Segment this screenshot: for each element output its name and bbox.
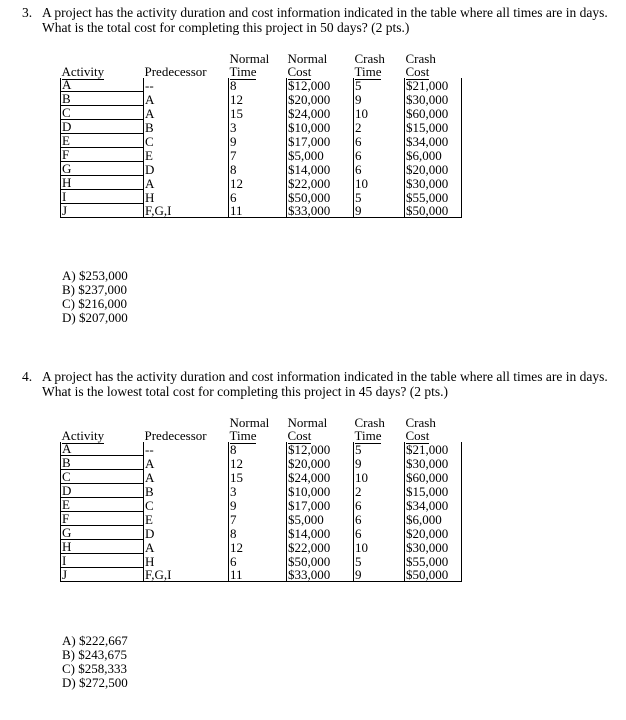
cell-normal-cost: $10,000: [287, 120, 354, 134]
question-4-table: [60, 416, 462, 582]
cell-normal-cost: $5,000: [287, 148, 354, 162]
header-crash-time-1: Crash: [354, 415, 385, 430]
answer-option: C) $258,333: [62, 661, 127, 676]
cell-normal-time: 12: [229, 176, 287, 190]
cell-crash-cost: $55,000: [405, 190, 462, 204]
cell-predecessor: H: [144, 554, 229, 568]
cell-normal-cost: $24,000: [287, 470, 354, 484]
cell-predecessor: A: [144, 470, 229, 484]
cell-normal-cost: $17,000: [287, 134, 354, 148]
cell-normal-time: 15: [229, 106, 287, 120]
cell-crash-cost: $21,000: [405, 442, 462, 456]
cell-crash-cost: $15,000: [405, 484, 462, 498]
cell-crash-time: 9: [354, 568, 405, 582]
cell-crash-cost: $55,000: [405, 554, 462, 568]
cell-predecessor: A: [144, 456, 229, 470]
cell-predecessor: D: [144, 526, 229, 540]
header-crash-time-2: Time: [354, 428, 382, 443]
cell-predecessor: B: [144, 120, 229, 134]
cell-activity: J: [61, 568, 144, 582]
answer-option: C) $216,000: [62, 296, 127, 311]
cell-normal-cost: $14,000: [287, 162, 354, 176]
cell-activity: B: [61, 92, 144, 106]
cell-crash-time: 5: [354, 78, 405, 92]
table-row: [61, 120, 462, 134]
cell-normal-cost: $12,000: [287, 442, 354, 456]
question-3-answers: [62, 269, 128, 325]
header-normal-time-2: Time: [229, 64, 257, 79]
cell-normal-time: 8: [229, 526, 287, 540]
cell-predecessor: A: [144, 92, 229, 106]
cell-activity: E: [61, 498, 144, 512]
header-normal-cost-1: Normal: [287, 415, 328, 430]
cell-crash-time: 9: [354, 92, 405, 106]
answer-option: A) $253,000: [62, 268, 128, 283]
cell-crash-time: 6: [354, 134, 405, 148]
cell-crash-time: 5: [354, 190, 405, 204]
cell-crash-time: 10: [354, 540, 405, 554]
cell-crash-time: 6: [354, 148, 405, 162]
cell-normal-time: 11: [229, 568, 287, 582]
header-normal-time-1: Normal: [229, 51, 270, 66]
cell-crash-cost: $60,000: [405, 470, 462, 484]
header-normal-time-2: Time: [229, 428, 257, 443]
cell-normal-cost: $33,000: [287, 568, 354, 582]
cell-normal-cost: $33,000: [287, 204, 354, 218]
table-row: [61, 568, 462, 582]
table-row: [61, 540, 462, 554]
cell-predecessor: C: [144, 498, 229, 512]
cell-crash-time: 9: [354, 204, 405, 218]
cell-normal-cost: $50,000: [287, 554, 354, 568]
header-crash-cost-2: Cost: [405, 64, 430, 79]
cell-crash-cost: $15,000: [405, 120, 462, 134]
cell-crash-cost: $34,000: [405, 498, 462, 512]
cell-activity: F: [61, 148, 144, 162]
cell-crash-time: 6: [354, 162, 405, 176]
table-row: [61, 78, 462, 92]
header-predecessor: Predecessor: [144, 64, 207, 79]
header-predecessor: Predecessor: [144, 428, 207, 443]
header-crash-time-1: Crash: [354, 51, 385, 66]
cell-activity: G: [61, 162, 144, 176]
cell-activity: J: [61, 204, 144, 218]
cell-predecessor: A: [144, 106, 229, 120]
cell-normal-cost: $5,000: [287, 512, 354, 526]
question-3-text: [22, 5, 612, 35]
cell-crash-time: 5: [354, 554, 405, 568]
cell-crash-cost: $50,000: [405, 568, 462, 582]
cell-crash-cost: $6,000: [405, 148, 462, 162]
cell-crash-time: 6: [354, 498, 405, 512]
cell-predecessor: B: [144, 484, 229, 498]
cell-predecessor: F,G,I: [144, 568, 229, 582]
cell-activity: D: [61, 484, 144, 498]
cell-predecessor: F,G,I: [144, 204, 229, 218]
cell-normal-cost: $50,000: [287, 190, 354, 204]
cell-normal-cost: $22,000: [287, 540, 354, 554]
cell-predecessor: H: [144, 190, 229, 204]
question-3-number: 3.: [22, 5, 33, 20]
cell-activity: C: [61, 470, 144, 484]
table-row: [61, 512, 462, 526]
cell-crash-time: 10: [354, 176, 405, 190]
cell-predecessor: C: [144, 134, 229, 148]
cell-predecessor: --: [144, 442, 229, 456]
table-row: [61, 526, 462, 540]
table-row: [61, 442, 462, 456]
cell-normal-cost: $20,000: [287, 456, 354, 470]
question-3-table-body: [61, 78, 462, 218]
cell-activity: H: [61, 540, 144, 554]
cell-predecessor: A: [144, 176, 229, 190]
cell-normal-cost: $22,000: [287, 176, 354, 190]
answer-option: D) $272,500: [62, 675, 128, 690]
cell-normal-time: 6: [229, 190, 287, 204]
cell-crash-time: 5: [354, 442, 405, 456]
header-normal-cost-2: Cost: [287, 64, 312, 79]
cell-normal-time: 8: [229, 442, 287, 456]
cell-crash-cost: $6,000: [405, 512, 462, 526]
answer-option: A) $222,667: [62, 633, 128, 648]
cell-crash-cost: $60,000: [405, 106, 462, 120]
cell-normal-time: 8: [229, 78, 287, 92]
answer-option: D) $207,000: [62, 310, 128, 325]
cell-normal-time: 12: [229, 92, 287, 106]
cell-normal-time: 7: [229, 148, 287, 162]
cell-normal-time: 12: [229, 456, 287, 470]
cell-normal-time: 3: [229, 120, 287, 134]
cell-crash-time: 2: [354, 484, 405, 498]
cell-crash-cost: $20,000: [405, 526, 462, 540]
table-row: [61, 148, 462, 162]
cell-normal-time: 8: [229, 162, 287, 176]
question-3-body: A project has the activity duration and cost information indicated in the table where all times are in days. What is the total cost for completing this project in 50 days? (2 pts.): [42, 5, 608, 35]
cell-crash-cost: $30,000: [405, 92, 462, 106]
cell-activity: I: [61, 554, 144, 568]
cell-normal-time: 3: [229, 484, 287, 498]
cell-crash-cost: $21,000: [405, 78, 462, 92]
cell-normal-cost: $12,000: [287, 78, 354, 92]
table-row: [61, 162, 462, 176]
cell-crash-time: 6: [354, 512, 405, 526]
header-crash-cost-1: Crash: [405, 51, 436, 66]
answer-option: B) $237,000: [62, 282, 127, 297]
table-row: [61, 554, 462, 568]
table-row: [61, 498, 462, 512]
cell-crash-cost: $34,000: [405, 134, 462, 148]
table-row: [61, 176, 462, 190]
cell-crash-time: 6: [354, 526, 405, 540]
table-row: [61, 92, 462, 106]
cell-normal-time: 11: [229, 204, 287, 218]
question-4-answers: [62, 634, 128, 690]
cell-normal-time: 12: [229, 540, 287, 554]
header-normal-cost-1: Normal: [287, 51, 328, 66]
cell-normal-time: 9: [229, 498, 287, 512]
cell-normal-time: 6: [229, 554, 287, 568]
question-4-number: 4.: [22, 369, 33, 384]
cell-activity: H: [61, 176, 144, 190]
cell-predecessor: E: [144, 512, 229, 526]
cell-crash-time: 10: [354, 106, 405, 120]
table-row: [61, 134, 462, 148]
cell-activity: E: [61, 134, 144, 148]
question-4-table-body: [61, 442, 462, 582]
table-row: [61, 484, 462, 498]
cell-predecessor: --: [144, 78, 229, 92]
cell-activity: B: [61, 456, 144, 470]
cell-predecessor: E: [144, 148, 229, 162]
cell-normal-time: 9: [229, 134, 287, 148]
cell-activity: A: [61, 442, 144, 456]
header-normal-cost-2: Cost: [287, 428, 312, 443]
table-header-row: [61, 416, 462, 442]
question-4-text: [22, 369, 612, 399]
answer-option: B) $243,675: [62, 647, 127, 662]
question-3-table: [60, 52, 462, 218]
cell-normal-cost: $10,000: [287, 484, 354, 498]
table-row: [61, 204, 462, 218]
table-row: [61, 190, 462, 204]
header-crash-cost-2: Cost: [405, 428, 430, 443]
cell-crash-cost: $50,000: [405, 204, 462, 218]
cell-crash-cost: $30,000: [405, 176, 462, 190]
cell-activity: F: [61, 512, 144, 526]
header-crash-time-2: Time: [354, 64, 382, 79]
cell-predecessor: D: [144, 162, 229, 176]
table-row: [61, 470, 462, 484]
cell-normal-time: 7: [229, 512, 287, 526]
cell-normal-cost: $24,000: [287, 106, 354, 120]
header-activity: Activity: [61, 64, 105, 79]
header-normal-time-1: Normal: [229, 415, 270, 430]
cell-normal-cost: $14,000: [287, 526, 354, 540]
cell-normal-cost: $17,000: [287, 498, 354, 512]
header-crash-cost-1: Crash: [405, 415, 436, 430]
cell-crash-cost: $20,000: [405, 162, 462, 176]
cell-activity: C: [61, 106, 144, 120]
cell-normal-time: 15: [229, 470, 287, 484]
cell-predecessor: A: [144, 540, 229, 554]
cell-crash-cost: $30,000: [405, 456, 462, 470]
question-4-body: A project has the activity duration and cost information indicated in the table where all times are in days. What is the lowest total cost for completing this project in 45 days? (2 pts.): [42, 369, 608, 399]
cell-activity: G: [61, 526, 144, 540]
header-activity: Activity: [61, 428, 105, 443]
cell-normal-cost: $20,000: [287, 92, 354, 106]
cell-activity: D: [61, 120, 144, 134]
cell-crash-time: 2: [354, 120, 405, 134]
table-row: [61, 456, 462, 470]
cell-crash-time: 10: [354, 470, 405, 484]
table-header-row: [61, 52, 462, 78]
cell-crash-cost: $30,000: [405, 540, 462, 554]
cell-activity: A: [61, 78, 144, 92]
table-row: [61, 106, 462, 120]
cell-crash-time: 9: [354, 456, 405, 470]
cell-activity: I: [61, 190, 144, 204]
